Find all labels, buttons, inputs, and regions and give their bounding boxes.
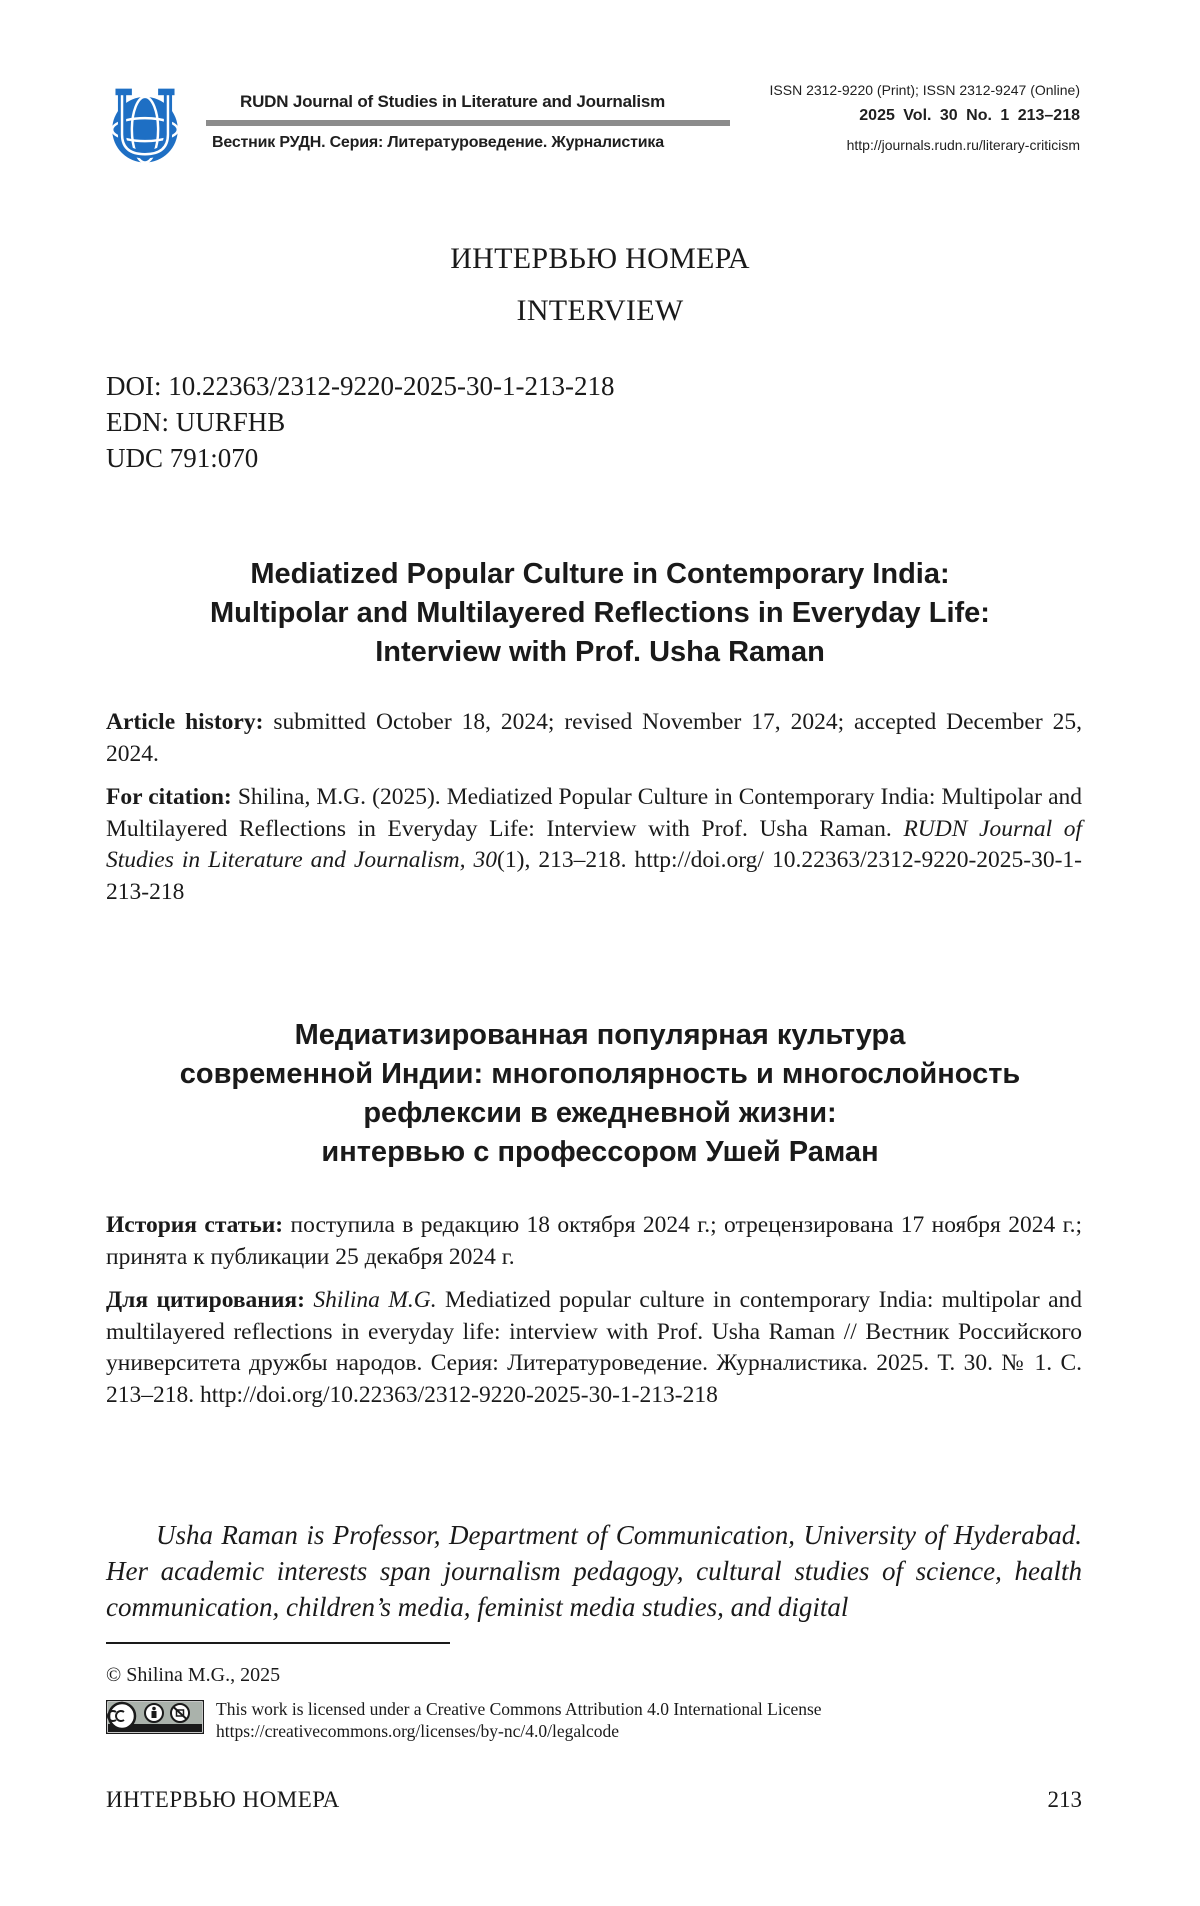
- citation-journal: RUDN Journal of Studies in Literature and Journalism, 30: [106, 816, 1082, 874]
- history-label: Article history:: [106, 709, 263, 735]
- title-ru-line: современной Индии: многополярность и многослойность: [100, 1055, 1100, 1094]
- title-en-line: Mediatized Popular Culture in Contemporary India:: [100, 555, 1100, 594]
- copyright: © Shilina M.G., 2025: [106, 1664, 280, 1687]
- identifiers: [106, 368, 614, 476]
- citation-pages-doi: (1), 213–218. http://doi.org/ 10.22363/2312-9220-2025-30-1-213-218: [106, 847, 1082, 905]
- license-line: This work is licensed under a Creative Commons Attribution 4.0 International License: [216, 1698, 822, 1720]
- article-history-ru: [106, 1210, 1082, 1273]
- doi: DOI: 10.22363/2312-9220-2025-30-1-213-218: [106, 368, 614, 404]
- header-rule: [206, 120, 730, 126]
- title-ru-line: интервью с профессором Ушей Раман: [100, 1133, 1100, 1172]
- journal-title-ru: Вестник РУДН. Серия: Литературоведение. Журналистика: [212, 134, 664, 152]
- citation-text: Shilina, M.G. (2025). Mediatized Popular Culture in Contemporary India: Multipolar and Multilayered Reflections in Everyday Life: Interview with Prof. Usha Raman.: [106, 784, 1082, 842]
- journal-url[interactable]: http://journals.rudn.ru/literary-criticism: [770, 137, 1081, 153]
- article-history-en: [106, 707, 1082, 770]
- license-url[interactable]: https://creativecommons.org/licenses/by-nc/4.0/legalcode: [216, 1720, 822, 1742]
- journal-title-en: RUDN Journal of Studies in Literature and Journalism: [240, 92, 665, 112]
- article-title-ru: [100, 1016, 1100, 1172]
- page: [0, 0, 1200, 1906]
- history-label: История статьи:: [106, 1212, 283, 1238]
- edn: EDN: UURFHB: [106, 404, 614, 440]
- rudn-globe-logo-icon: [104, 87, 186, 169]
- article-title-en: [100, 555, 1100, 672]
- page-number: 213: [1048, 1787, 1083, 1813]
- footnote-rule: [106, 1642, 450, 1644]
- section-title-en: INTERVIEW: [0, 294, 1200, 328]
- title-en-line: Interview with Prof. Usha Raman: [100, 633, 1100, 672]
- citation-en: [106, 782, 1082, 908]
- title-ru-line: Медиатизированная популярная культура: [100, 1016, 1100, 1055]
- history-text: поступила в редакцию 18 октября 2024 г.; отрецензирована 17 ноября 2024 г.; принята к публикации 25 декабря 2024 г.: [106, 1212, 1082, 1270]
- citation-text: Mediatized popular culture in contemporary India: multipolar and multilayered reflections in everyday life: interview with Prof. Usha Raman // Вестник Российского университета дружбы народов. Серия: Литературоведение. Журналистика. 2025. Т. 30. № 1. С. 213–218. http://doi.org/10.22363/2312-9220-2025-30-1-213-218: [106, 1287, 1082, 1408]
- citation-ru: [106, 1285, 1082, 1411]
- cc-by-nc-badge-icon: [106, 1700, 204, 1734]
- intro-paragraph: Usha Raman is Professor, Department of Communication, University of Hyderabad. Her academic interests span journalism pedagogy, cultural studies of science, health communication, children’s media, feminist media studies, and digital: [106, 1517, 1082, 1625]
- volume-info: 2025 Vol. 30 No. 1 213–218: [770, 107, 1081, 125]
- issn: ISSN 2312-9220 (Print); ISSN 2312-9247 (Online): [770, 82, 1081, 98]
- license-text: [216, 1698, 822, 1742]
- citation-author: Shilina M.G.: [313, 1287, 436, 1313]
- udc: UDC 791:070: [106, 440, 614, 476]
- citation-label: Для цитирования:: [106, 1287, 305, 1313]
- history-text: submitted October 18, 2024; revised November 17, 2024; accepted December 25, 2024.: [106, 709, 1082, 767]
- title-ru-line: рефлексии в ежедневной жизни:: [100, 1094, 1100, 1133]
- section-title-ru: ИНТЕРВЬЮ НОМЕРА: [0, 242, 1200, 276]
- title-en-line: Multipolar and Multilayered Reflections in Everyday Life:: [100, 594, 1100, 633]
- citation-label: For citation:: [106, 784, 232, 810]
- footer-section: ИНТЕРВЬЮ НОМЕРА: [106, 1787, 340, 1813]
- header-meta: [770, 82, 1081, 153]
